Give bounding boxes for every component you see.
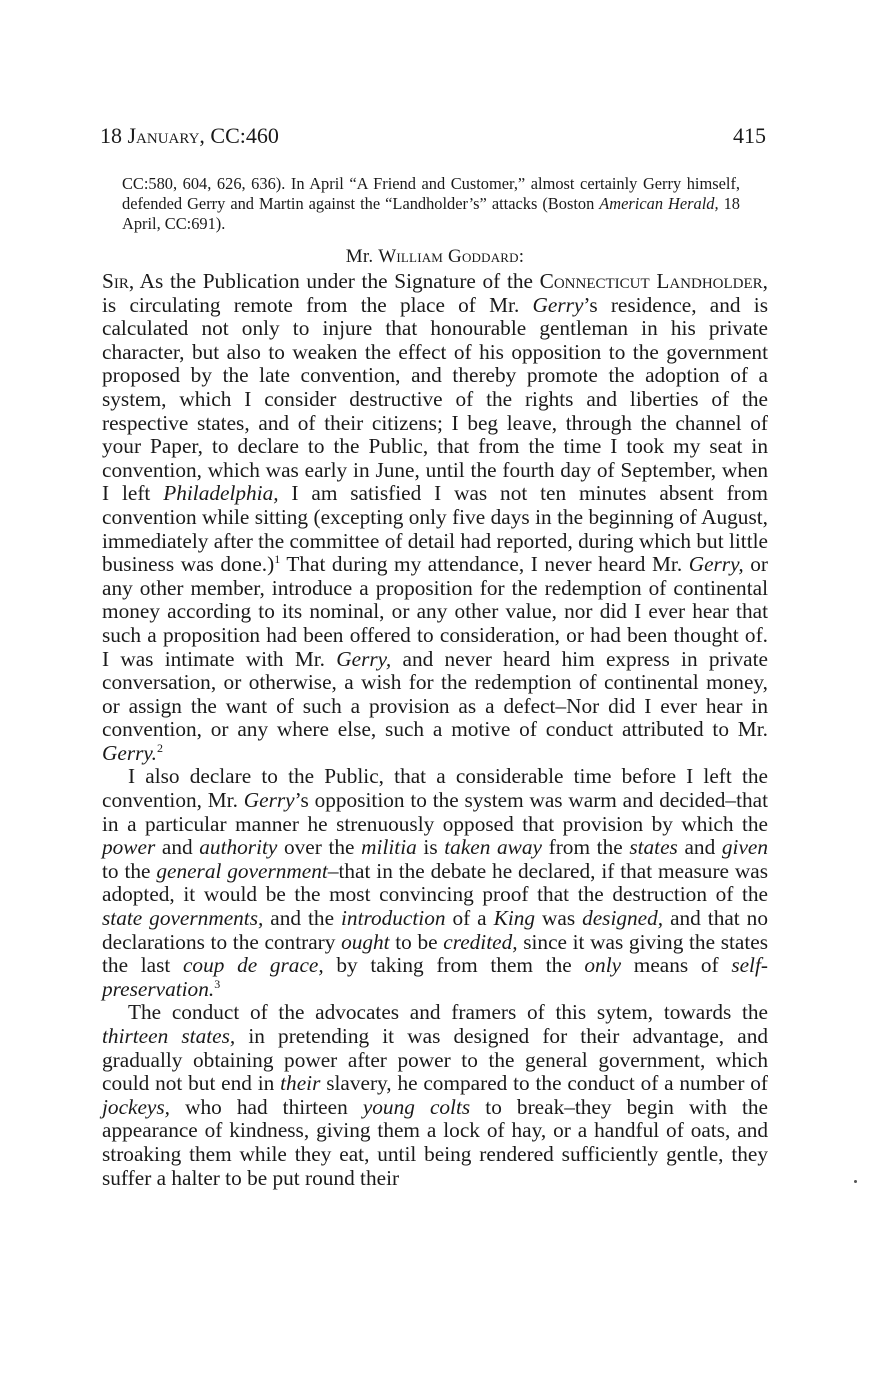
running-head-doc-ref: , CC:460 [199,123,279,148]
footnote-ref[interactable]: 2 [157,740,164,755]
running-head-left [100,122,279,150]
addressee-heading: Mr. William Goddard: [345,246,525,267]
running-head [100,122,766,150]
pseudonym: Connecticut Landholder, [539,269,768,293]
letter-body [102,270,768,1190]
paragraph-1: Sir, As the Publication under the Signature of the Connecticut Landholder, is circulating remote from the place of Mr. Gerry’s residence, and is calculated not only to injure that honourable gentleman in his private character, but also to weaken the effect of his opposition to the government proposed by the late convention, and thereby promote the adoption of a system, which I consider destructive of the rights and liberties of the respective states, and of their citizens; I beg leave, through the channel of your Paper, to declare to the Public, that from the time I took my seat in convention, which was early in June, until the fourth day of September, when I left Philadelphia, I am satisfied I was not ten minutes absent from convention while sitting (excepting only five days in the beginning of August, immediately after the committee of detail had reported, during which but little business was done.)$^1$ That during my attendance, I never heard Mr. Gerry, or any other member, introduce a proposition for the redemption of continental money according to its nominal, or any other value, nor did I ever hear that such a proposition had been offered to consideration, or had been thought of. I was intimate with Mr. Gerry, and never heard him express in private conversation, or otherwise, a wish for the redemption of continental money, or assign the want of such a provision as a defect–Nor did I ever hear in convention, or any where else, such a motive of conduct attributed to Mr. Gerry.$^2$ [102,269,768,765]
paragraph-2: I also declare to the Public, that a considerable time before I left the convention, Mr. Gerry’s opposition to the system was warm and decided–that in a particular manner he strenuously opposed that provision by which the power and authority over the militia is taken away from the states and given to the general government–that in the debate he declared, if that measure was adopted, it would be the most convincing proof that the destruction of the state governments, and the introduction of a King was designed, and that no declarations to the contrary ought to be credited, since it was giving the states the last coup de grace, by taking from them the only means of self-preservation.$^3$ [102,764,769,1001]
document-page [102,122,768,1190]
running-head-month: January [127,123,200,148]
paragraph-3: The conduct of the advocates and framers of this sytem, towards the thirteen states, in pretending it was designed for their advantage, and gradually obtaining power after power to the general government, which could not but end in their slavery, he compared to the conduct of a number of jockeys, who had thirteen young colts to break–they begin with the appearance of kindness, giving them a lock of hay, or a handful of oats, and stroaking them while they eat, until being rendered sufficiently gentle, they suffer a halter to be put round their [102,1000,769,1190]
newspaper-title: American Herald, [599,194,719,213]
headnote: CC:580, 604, 626, 636). In April “A Friend and Customer,” almost certainly Gerry himself, defended Gerry and Martin against the “Landholder’s” attacks (Boston American Herald, 18 April, CC:691). [122,174,740,233]
addressee-name: William Goddard: [378,246,525,267]
salutation: Sir, [102,269,135,293]
stray-ink-mark [854,1180,857,1183]
footnote-ref[interactable]: 1 [274,552,281,567]
footnote-ref[interactable]: 3 [214,976,221,991]
running-head-date: 18 [100,123,128,148]
page-number: 415 [733,123,766,148]
